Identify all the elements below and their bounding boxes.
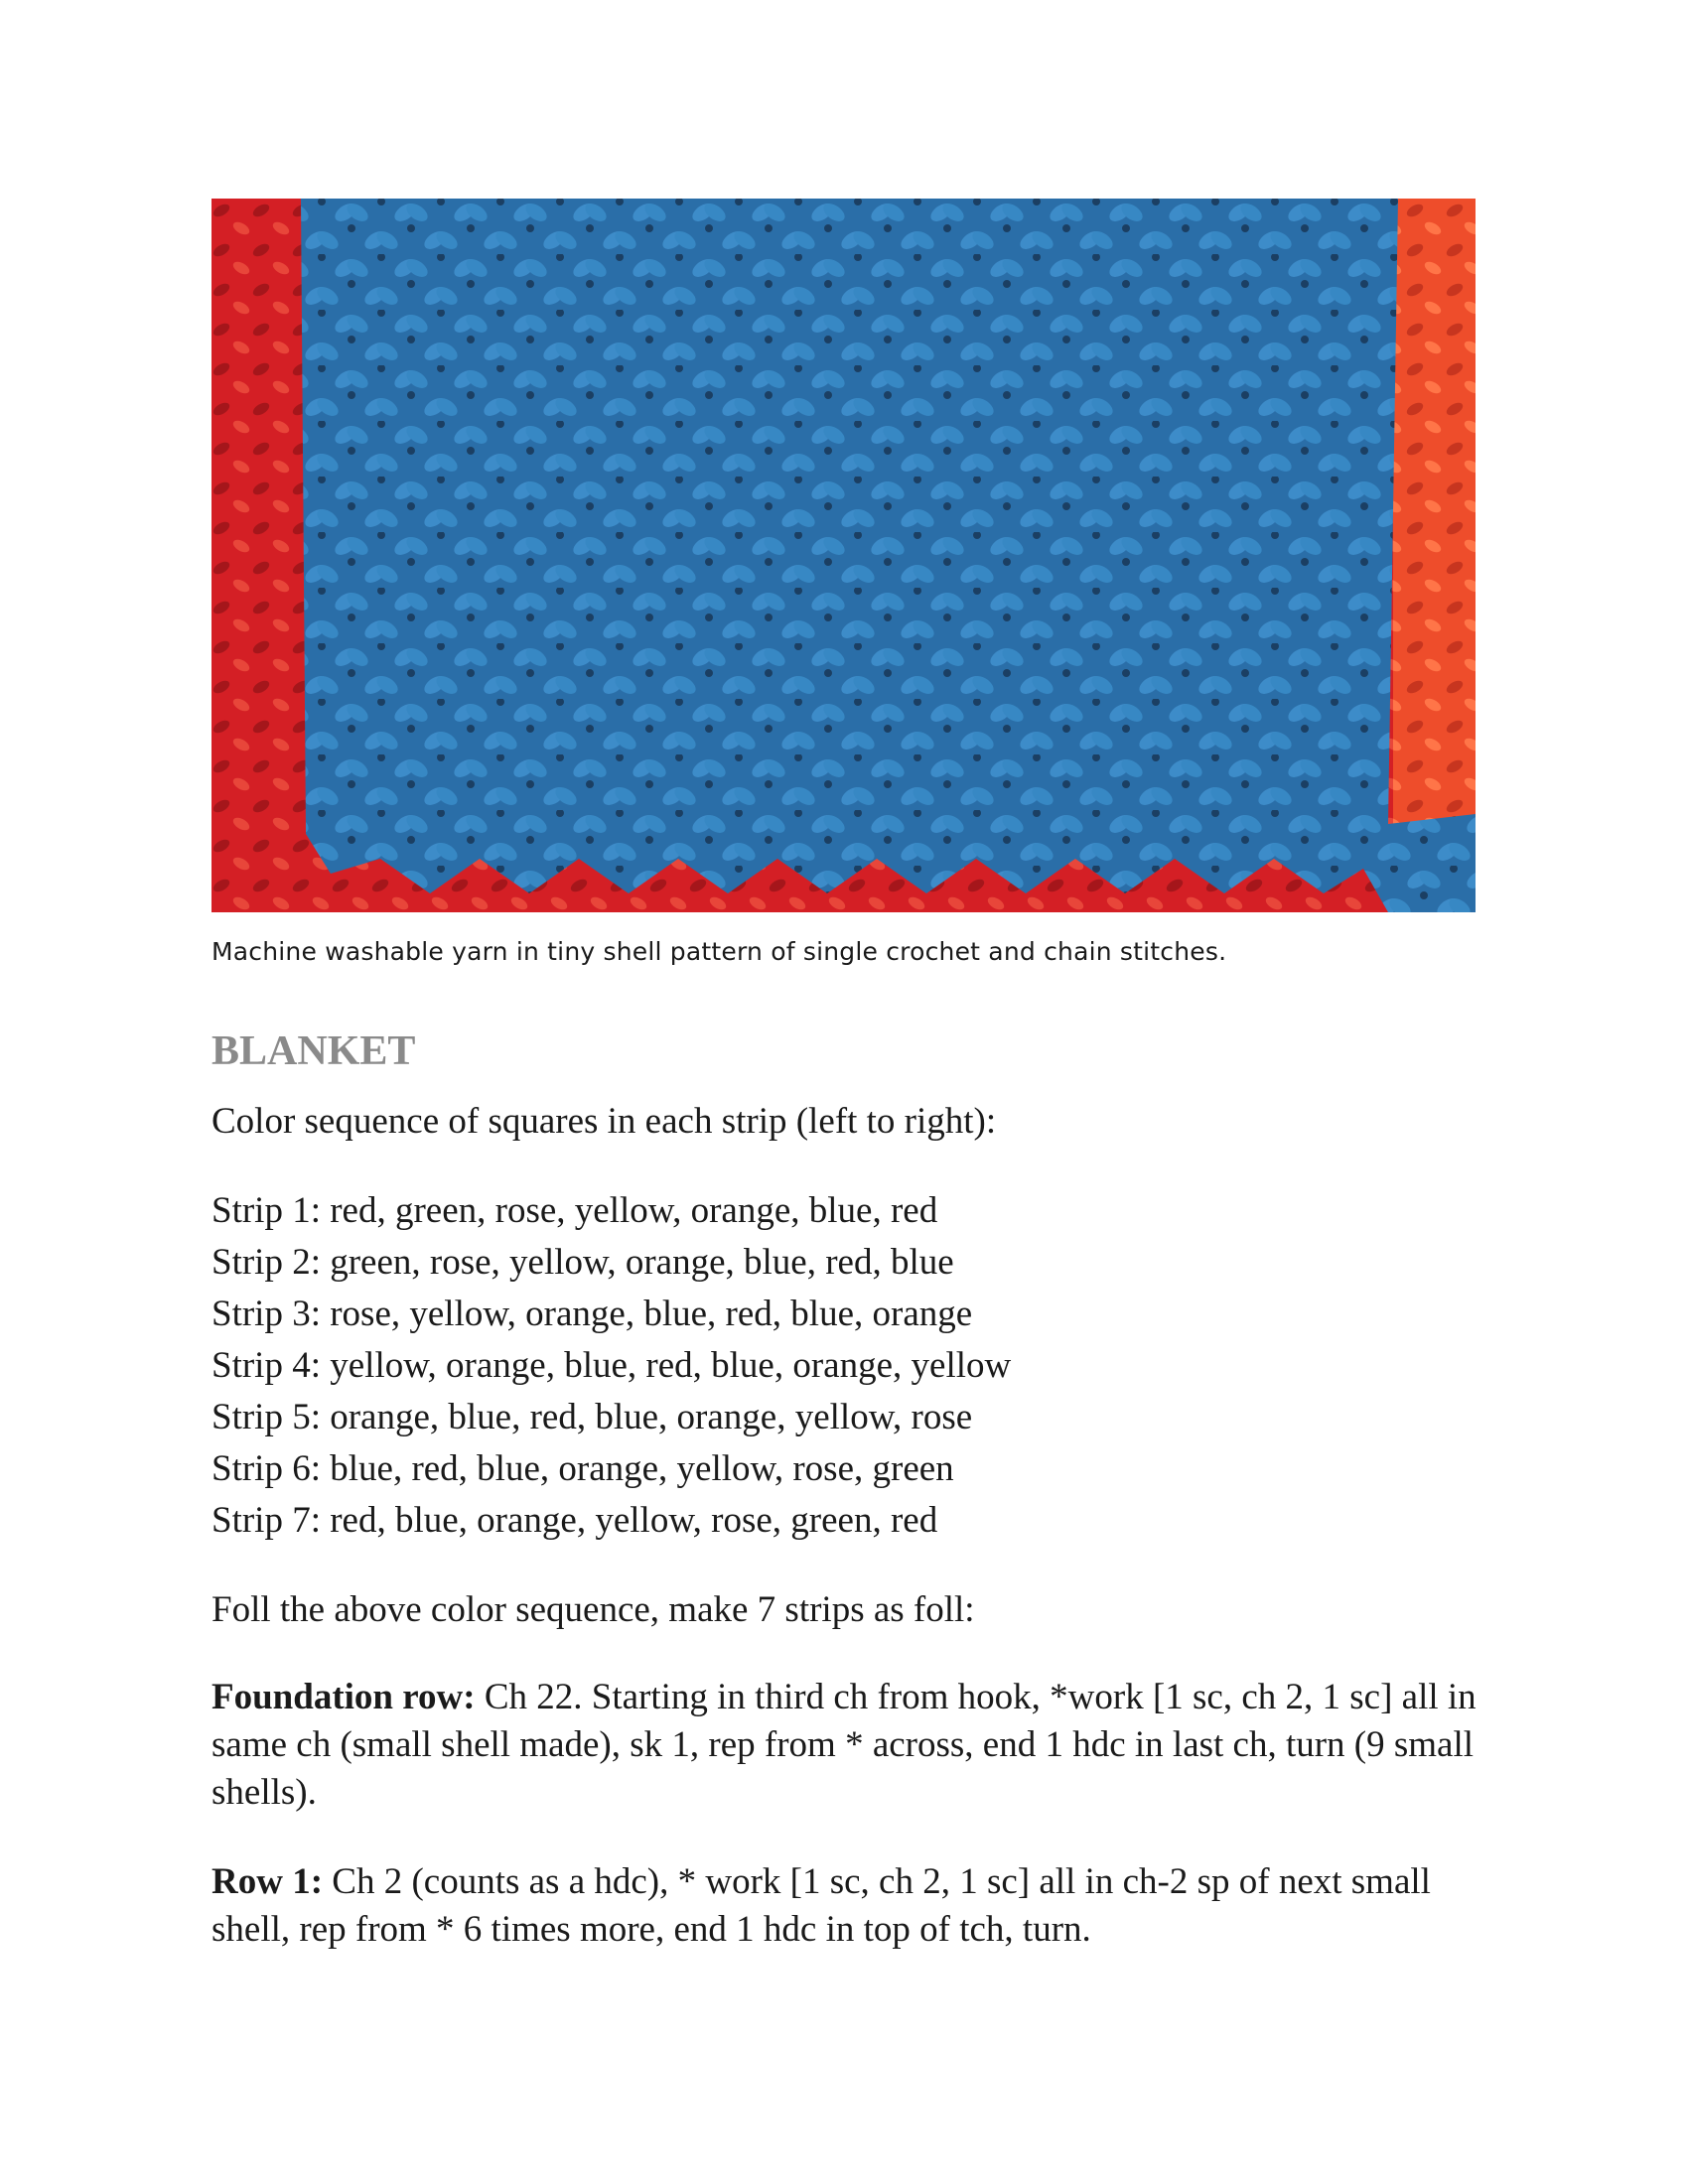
orange-border	[1393, 199, 1476, 834]
foundation-row-label: Foundation row:	[211, 1677, 476, 1717]
photo-caption: Machine washable yarn in tiny shell pattern of single crochet and chain stitches.	[211, 937, 1227, 966]
section-heading: BLANKET	[211, 1028, 416, 1074]
strip-line: Strip 6: blue, red, blue, orange, yellow, rose, green	[211, 1448, 954, 1489]
strip-line: Strip 7: red, blue, orange, yellow, rose, green, red	[211, 1500, 938, 1541]
color-sequence-intro: Color sequence of squares in each strip (left to right):	[211, 1101, 997, 1142]
row-1-text: Ch 2 (counts as a hdc), * work [1 sc, ch 2, 1 sc] all in ch-2 sp of next small shell, rep from * 6 times more, end 1 hdc in top of tch, turn.	[211, 1861, 1431, 1950]
knit-swatch-image	[211, 199, 1476, 912]
row-1-label: Row 1:	[211, 1861, 324, 1902]
strip-line: Strip 2: green, rose, yellow, orange, blue, red, blue	[211, 1242, 954, 1283]
follow-instruction: Foll the above color sequence, make 7 strips as foll:	[211, 1589, 975, 1630]
row-1-instruction	[211, 1858, 1482, 1954]
blue-swatch	[301, 199, 1476, 912]
strip-list	[211, 1185, 1482, 1547]
knit-swatch-photo	[211, 199, 1476, 912]
strip-line: Strip 3: rose, yellow, orange, blue, red, blue, orange	[211, 1294, 973, 1334]
strip-line: Strip 4: yellow, orange, blue, red, blue, orange, yellow	[211, 1345, 1012, 1386]
strip-line: Strip 5: orange, blue, red, blue, orange, yellow, rose	[211, 1397, 973, 1437]
foundation-row-text: Ch 22. Starting in third ch from hook, *work [1 sc, ch 2, 1 sc] all in same ch (small shell made), sk 1, rep from * across, end 1 hdc in last ch, turn (9 small shells).	[211, 1677, 1477, 1813]
strip-line: Strip 1: red, green, rose, yellow, orange, blue, red	[211, 1190, 938, 1231]
foundation-row-instruction	[211, 1674, 1482, 1817]
